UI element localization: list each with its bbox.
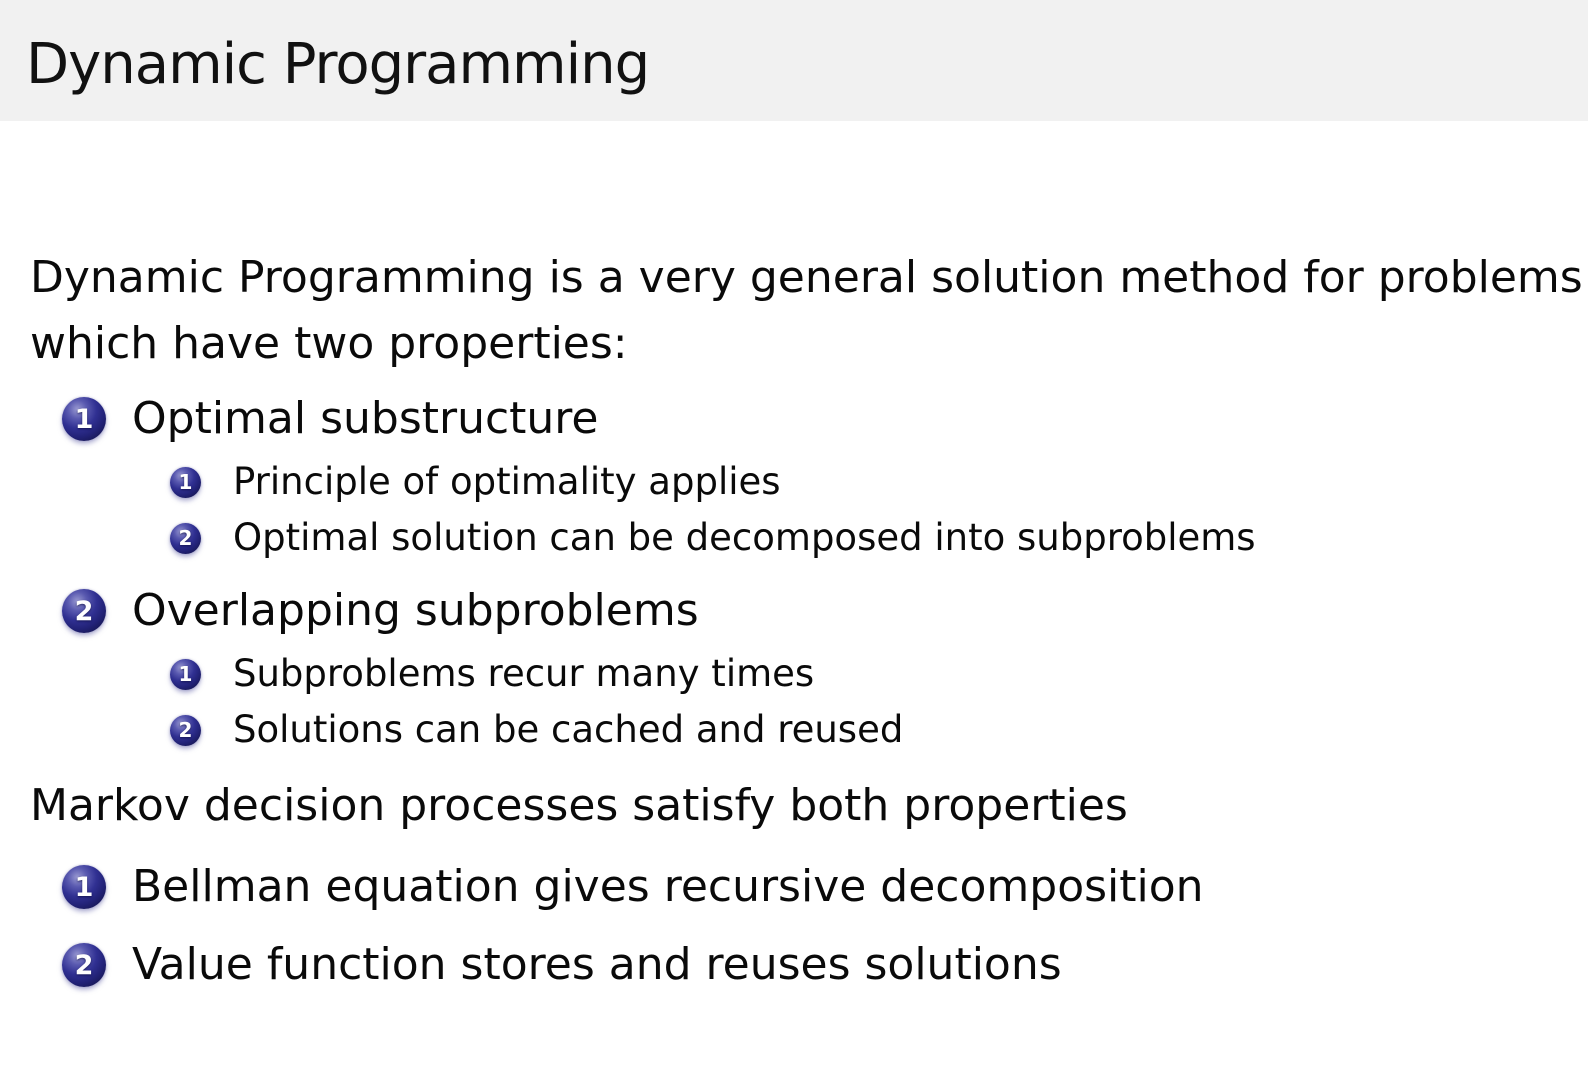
intro-paragraph [30,245,1583,377]
list-item-label: Optimal substructure [132,393,599,444]
slide-title: Dynamic Programming [26,32,650,97]
sublist-overlapping-subproblems [170,646,1568,758]
list-item-label: Bellman equation gives recursive decomposition [132,861,1204,912]
ball-bullet-2-icon: 2 [62,943,106,987]
sublist-optimal-substructure [170,454,1568,566]
slide-body [0,245,1588,988]
list-item-overlapping-subproblems [62,585,1568,636]
sublist-item-label: Optimal solution can be decomposed into subproblems [233,516,1256,559]
intro-line-1: Dynamic Programming is a very general solution method for problems [30,252,1583,303]
sublist-item-solutions-cached [170,702,1568,758]
sublist-item-principle-of-optimality [170,454,1568,510]
list-item-value-function [62,939,1568,990]
list-item-label: Overlapping subproblems [132,585,699,636]
list-item-bellman-equation [62,861,1568,912]
ball-bullet-1-icon: 1 [62,865,106,909]
ball-bullet-1-icon: 1 [62,397,106,441]
mdp-statement: Markov decision processes satisfy both properties [30,780,1128,831]
ball-bullet-2-icon: 2 [170,523,201,554]
ball-bullet-2-icon: 2 [170,715,201,746]
sublist-item-label: Subproblems recur many times [233,652,815,695]
intro-line-2: which have two properties: [30,318,628,369]
sublist-item-label: Solutions can be cached and reused [233,708,904,751]
list-item-optimal-substructure [62,393,1568,444]
sublist-item-optimal-solution-decomposed [170,510,1568,566]
list-item-label: Value function stores and reuses solutions [132,939,1062,990]
sublist-item-subproblems-recur [170,646,1568,702]
ball-bullet-1-icon: 1 [170,659,201,690]
ball-bullet-2-icon: 2 [62,589,106,633]
ball-bullet-1-icon: 1 [170,467,201,498]
sublist-item-label: Principle of optimality applies [233,460,781,503]
slide-title-bar [0,0,1588,121]
